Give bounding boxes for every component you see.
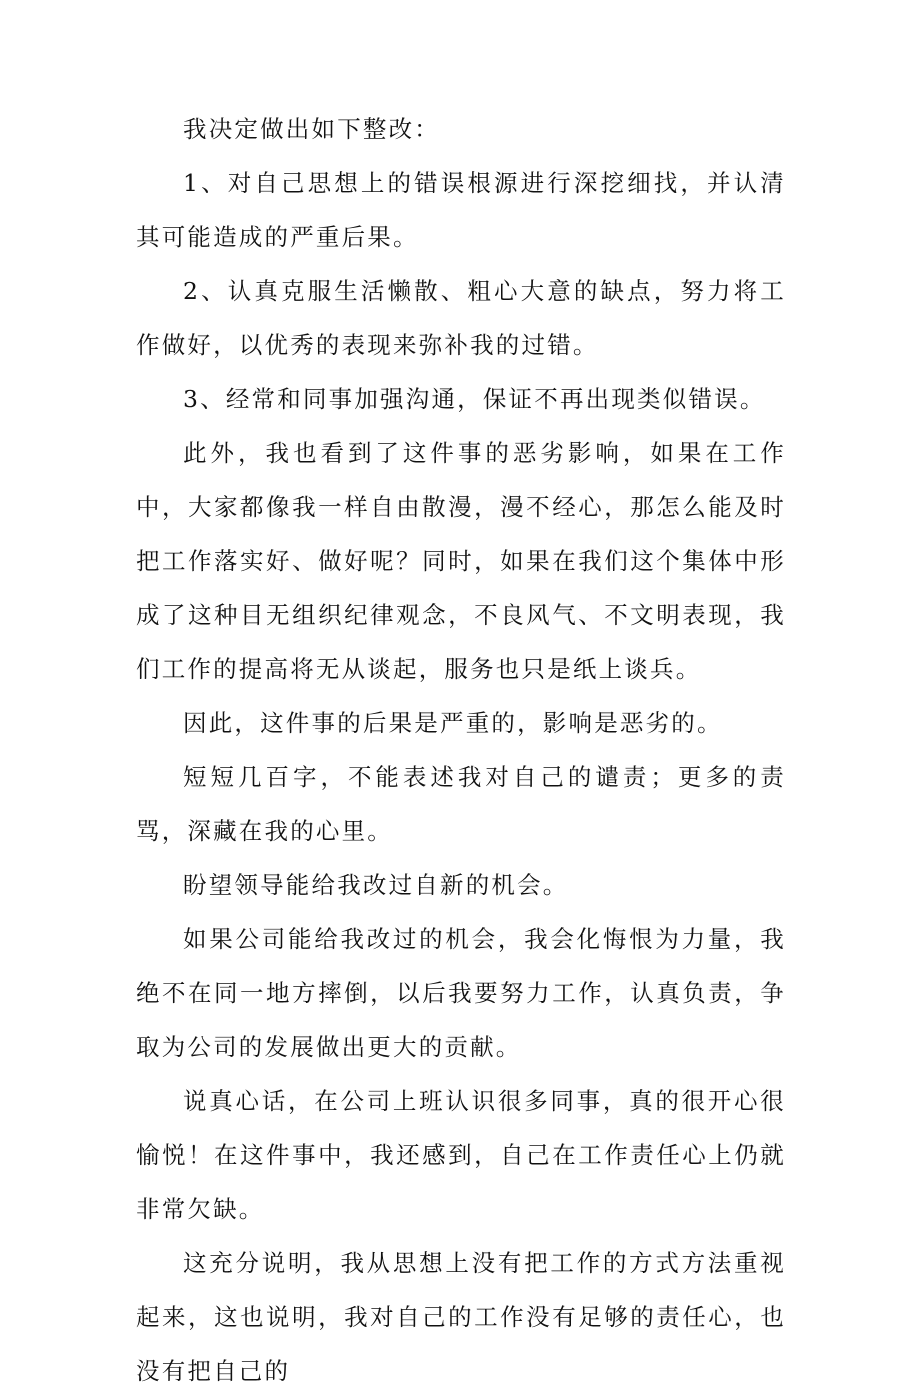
paragraph-self-reproach: 短短几百字，不能表述我对自己的谴责；更多的责骂，深藏在我的心里。 bbox=[136, 763, 786, 845]
paragraph-rectification-intro: 我决定做出如下整改： bbox=[183, 115, 440, 143]
document-body bbox=[136, 102, 786, 1398]
paragraph-impact: 此外，我也看到了这件事的恶劣影响，如果在工作中，大家都像我一样自由散漫，漫不经心，那怎么能及时把工作落实好、做好呢？同时，如果在我们这个集体中形成了这种目无组织纪律观念，不良风气、不文明表现，我们工作的提高将无从谈起，服务也只是纸上谈兵。 bbox=[136, 439, 786, 683]
paragraph-item-3: 3、经常和同事加强沟通，保证不再出现类似错误。 bbox=[183, 385, 766, 413]
paragraph-item-2: 2、认真克服生活懒散、粗心大意的缺点，努力将工作做好，以优秀的表现来弥补我的过错。 bbox=[136, 277, 786, 359]
paragraph-item-1: 1、对自己思想上的错误根源进行深挖细找，并认清其可能造成的严重后果。 bbox=[136, 169, 786, 251]
paragraph-commitment: 如果公司能给我改过的机会，我会化悔恨为力量，我绝不在同一地方摔倒，以后我要努力工作，认真负责，争取为公司的发展做出更大的贡献。 bbox=[136, 925, 786, 1061]
paragraph-sincere-words: 说真心话，在公司上班认识很多同事，真的很开心很愉悦！在这件事中，我还感到，自己在工作责任心上仍就非常欠缺。 bbox=[136, 1087, 786, 1223]
paragraph-reflection: 这充分说明，我从思想上没有把工作的方式方法重视起来，这也说明，我对自己的工作没有足够的责任心，也没有把自己的 bbox=[136, 1249, 786, 1385]
paragraph-consequence: 因此，这件事的后果是严重的，影响是恶劣的。 bbox=[183, 709, 723, 737]
paragraph-hope: 盼望领导能给我改过自新的机会。 bbox=[183, 871, 569, 899]
